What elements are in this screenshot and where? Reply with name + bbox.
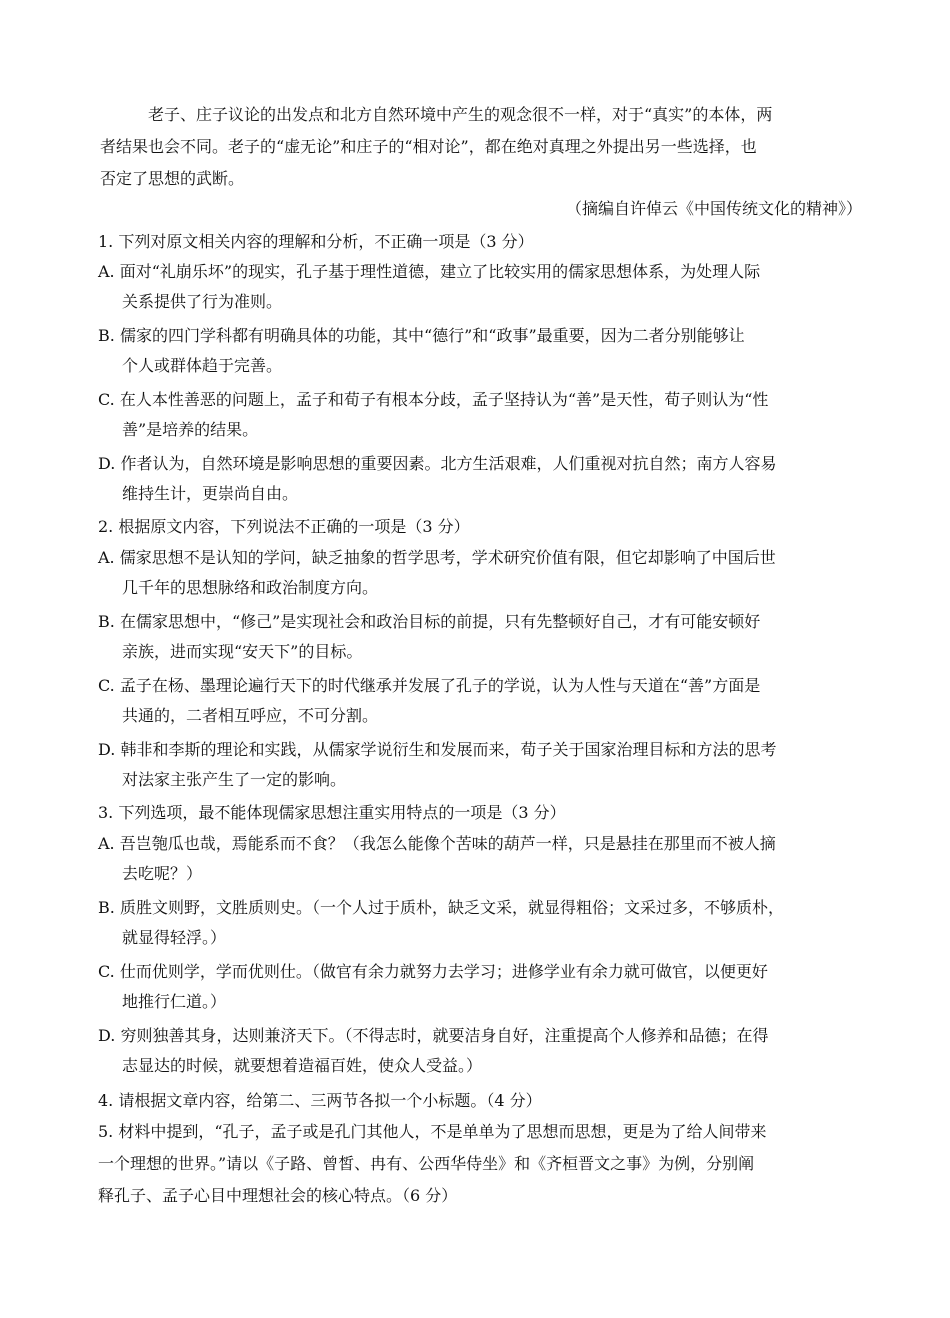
option-label: A. [98,548,115,567]
question-1-option-b [98,321,868,381]
option-label: B. [98,898,115,917]
question-2-option-c [98,671,868,731]
question-1-stem: 1. 下列对原文相关内容的理解和分析，不正确一项是（3 分） [98,232,534,251]
question-2-option-d [98,735,868,795]
question-2-option-a [98,543,868,603]
question-1-option-d [98,449,868,509]
option-text: 吾岂匏瓜也哉，焉能系而不食？（我怎么能像个苦味的葫芦一样，只是悬挂在那里而不被人摘 [119,834,776,853]
option-text-continued: 对法家主张产生了一定的影响。 [122,770,347,789]
question-5 [98,1116,868,1212]
option-text-continued: 关系提供了行为准则。 [122,292,283,311]
intro-line: 否定了思想的武断。 [100,169,245,188]
option-text-continued: 去吃呢？） [122,864,203,883]
question-2-stem: 2. 根据原文内容，下列说法不正确的一项是（3 分） [98,517,470,536]
option-label: D. [98,454,116,473]
option-text: 作者认为，自然环境是影响思想的重要因素。北方生活艰难，人们重视对抗自然；南方人容易 [120,454,777,473]
option-label: C. [98,390,115,409]
intro-line: 老子、庄子议论的出发点和北方自然环境中产生的观念很不一样，对于“真实”的本体，两 [148,105,773,124]
option-text: 儒家思想不是认知的学问，缺乏抽象的哲学思考，学术研究价值有限，但它却影响了中国后世 [119,548,776,567]
option-text: 在儒家思想中，“修己”是实现社会和政治目标的前提，只有先整顿好自己，才有可能安顿好 [119,612,761,631]
source-citation: （摘编自许倬云《中国传统文化的精神》） [565,199,862,218]
option-text-continued: 志显达的时候，就要想着造福百姓，使众人受益。） [122,1056,483,1075]
question-2-option-b [98,607,868,667]
question-3-option-d [98,1021,868,1081]
option-label: A. [98,262,115,281]
option-label: C. [98,962,115,981]
question-3-option-b [98,893,868,953]
option-text: 质胜文则野，文胜质则史。（一个人过于质朴，缺乏文采，就显得粗俗；文采过多，不够质朴， [119,898,784,917]
option-label: A. [98,834,115,853]
option-text: 仕而优则学，学而优则仕。（做官有余力就努力去学习；进修学业有余力就可做官，以便更好 [119,962,768,981]
option-text: 面对“礼崩乐坏”的现实，孔子基于理性道德，建立了比较实用的儒家思想体系，为处理人际 [119,262,761,281]
intro-paragraph [100,99,860,195]
option-text-continued: 善”是培养的结果。 [122,420,259,439]
option-text-continued: 几千年的思想脉络和政治制度方向。 [122,578,379,597]
option-text-continued: 地推行仁道。） [122,992,227,1011]
question-5-line: 一个理想的世界。”请以《子路、曾皙、冉有、公西华侍坐》和《齐桓晋文之事》为例，分别阐 [98,1154,755,1173]
question-3-option-a [98,829,868,889]
question-5-line: 释孔子、孟子心目中理想社会的核心特点。（6 分） [98,1186,458,1205]
option-label: B. [98,612,115,631]
option-label: C. [98,676,115,695]
option-text-continued: 个人或群体趋于完善。 [122,356,283,375]
option-label: D. [98,740,116,759]
question-3-option-c [98,957,868,1017]
option-text: 儒家的四门学科都有明确具体的功能，其中“德行”和“政事”最重要，因为二者分别能够让 [119,326,745,345]
option-text-continued: 亲族，进而实现“安天下”的目标。 [122,642,363,661]
option-text: 穷则独善其身，达则兼济天下。（不得志时，就要洁身自好，注重提高个人修养和品德；在得 [120,1026,769,1045]
intro-line: 者结果也会不同。老子的“虚无论”和庄子的“相对论”，都在绝对真理之外提出另一些选择，也 [100,137,757,156]
question-5-line: 5. 材料中提到，“孔子，孟子或是孔门其他人，不是单单为了思想而思想，更是为了给人间带来 [98,1122,767,1141]
option-text-continued: 就显得轻浮。） [122,928,227,947]
question-1-option-c [98,385,868,445]
option-text: 韩非和李斯的理论和实践，从儒家学说衍生和发展而来，荀子关于国家治理目标和方法的思考 [120,740,777,759]
option-text-continued: 维持生计，更崇尚自由。 [122,484,299,503]
option-text-continued: 共通的，二者相互呼应，不可分割。 [122,706,379,725]
question-1-option-a [98,257,868,317]
option-label: D. [98,1026,116,1045]
question-4: 4. 请根据文章内容，给第二、三两节各拟一个小标题。（4 分） [98,1091,542,1110]
question-3-stem: 3. 下列选项，最不能体现儒家思想注重实用特点的一项是（3 分） [98,803,566,822]
option-label: B. [98,326,115,345]
option-text: 孟子在杨、墨理论遍行天下的时代继承并发展了孔子的学说，认为人性与天道在“善”方面是 [119,676,761,695]
option-text: 在人本性善恶的问题上，孟子和荀子有根本分歧，孟子坚持认为“善”是天性，荀子则认为“性 [119,390,769,409]
